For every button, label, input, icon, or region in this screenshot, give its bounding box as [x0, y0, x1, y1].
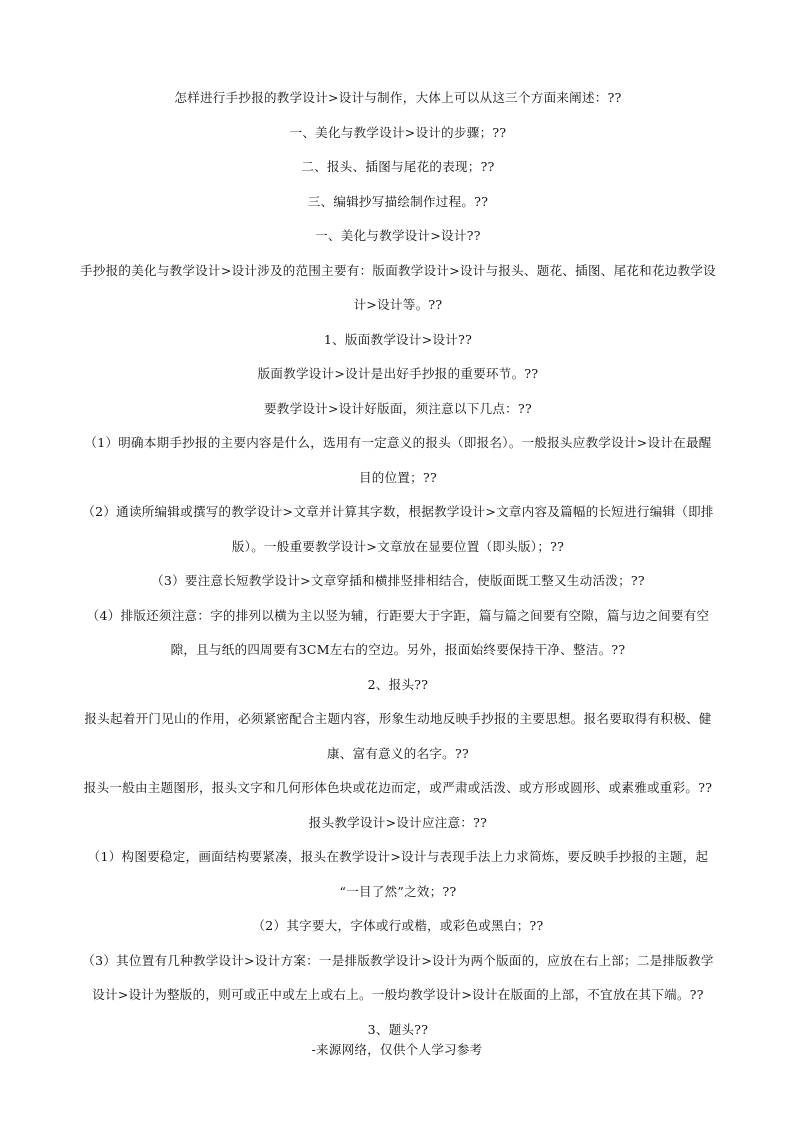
outline-item-3: 三、编辑抄写描绘制作过程。??	[307, 193, 489, 209]
subsection-heading-1: 1、版面教学设计>设计??	[323, 331, 473, 347]
subsection-heading-2: 2、报头??	[367, 676, 429, 692]
document-body	[58, 81, 738, 1047]
list-item-line: （4）排版还须注意：字的排列以横为主以竖为辅，行距要大于字距，篇与篇之间要有空隙，篇与边之间要有空	[86, 607, 710, 623]
list-item-line: 版）。一般重要教学设计>文章放在显要位置（即头版）；??	[231, 538, 565, 554]
list-item-line: 隙，且与纸的四周要有3CM左右的空边。另外，报面始终要保持干净、整洁。??	[170, 642, 626, 657]
page-footer: -来源网络，仅供个人学习参考	[311, 1042, 483, 1057]
intro-line: 怎样进行手抄报的教学设计>设计与制作，大体上可以从这三个方面来阐述：??	[174, 90, 622, 105]
list-item-line: （2）其字要大，字体或行或楷，或彩色或黑白；??	[252, 918, 544, 933]
paragraph-line: 要教学设计>设计好版面，须注意以下几点：??	[264, 400, 532, 416]
paragraph-line: 手抄报的美化与教学设计>设计涉及的范围主要有：版面教学设计>设计与报头、题花、插图、尾花和花边教学设	[80, 262, 716, 278]
paragraph-line: 报头一般由主题图形，报头文字和几何形体色块或花边而定，或严肃或活泼、或方形或圆形、或素雅或重彩。??	[83, 780, 713, 795]
list-item-line: “一目了然”之效；??	[339, 883, 457, 899]
subsection-heading-3: 3、题头??	[367, 1021, 429, 1037]
list-item-line: 目的位置；??	[358, 469, 437, 485]
paragraph-line: 报头起着开门见山的作用，必须紧密配合主题内容，形象生动地反映手抄报的主要思想。报名要取得有积极、健	[84, 711, 712, 726]
paragraph-line: 康、富有意义的名字。??	[326, 745, 469, 761]
section-heading-1: 一、美化与教学设计>设计??	[315, 228, 481, 243]
list-item-line: （1）构图要稳定，画面结构要紧凑，报头在教学设计>设计与表现手法上力求简炼，要反映手抄报的主题，起	[87, 849, 709, 864]
paragraph-line: 计>设计等。??	[353, 297, 443, 312]
list-item-line: （3）要注意长短教学设计>文章穿插和横排竖排相结合，使版面既工整又生动活泼；??	[151, 573, 645, 588]
outline-item-2: 二、报头、插图与尾花的表现；??	[301, 159, 495, 174]
outline-item-1: 一、美化与教学设计>设计的步骤；??	[289, 124, 507, 140]
paragraph-line: 版面教学设计>设计是出好手抄报的重要环节。??	[257, 366, 539, 381]
list-item-line: （2）通读所编辑或撰写的教学设计>文章并计算其字数，根据教学设计>文章内容及篇幅的长短进行编辑（即排	[82, 504, 714, 519]
list-item-line: （3）其位置有几种教学设计>设计方案：一是排版教学设计>设计为两个版面的，应放在右上部；二是排版教学	[82, 952, 714, 968]
paragraph-line: 报头教学设计>设计应注意：??	[308, 814, 488, 830]
list-item-line: （1）明确本期手抄报的主要内容是什么，选用有一定意义的报头（即报名）。一般报头应教学设计>设计在最醒	[84, 435, 712, 450]
list-item-line: 设计>设计为整版的，则可或正中或左上或右上。一般均教学设计>设计在版面的上部，不宜放在其下端。??	[92, 987, 704, 1002]
